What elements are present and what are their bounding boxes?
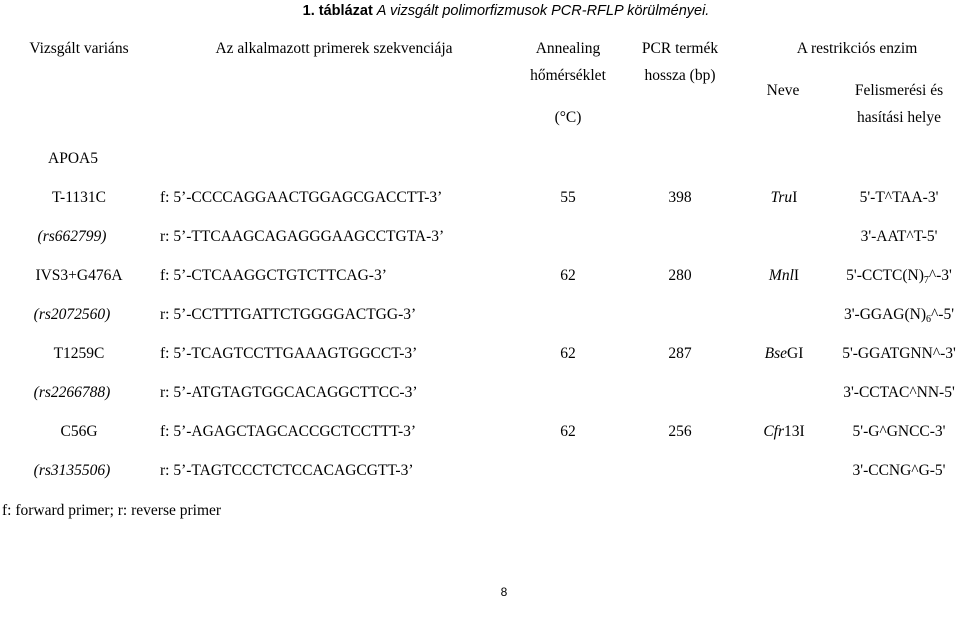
cut-site-reverse: 3'-CCNG^G-5': [852, 462, 946, 479]
header-pcr-product-line2: hossza (bp): [644, 67, 716, 84]
cut-site-reverse: 3'-CCTAC^NN-5': [843, 384, 955, 401]
reverse-primer: r: 5’-TAGTCCCTCTCCACAGCGTT-3’: [160, 462, 414, 479]
forward-primer: f: 5’-AGAGCTAGCACCGCTCCTTT-3’: [160, 423, 417, 440]
variant-rs-id-text: (rs2266788): [33, 384, 111, 401]
annealing-temp: 62: [560, 423, 576, 440]
enzyme-name-italic: Bse: [764, 345, 788, 362]
cut-site-text-end: ^-3': [928, 267, 952, 284]
header-annealing-line2: hőmérséklet: [530, 67, 606, 84]
variant-name: T-1131C: [52, 189, 106, 206]
variant-rs-id: [34, 385, 111, 401]
enzyme-name-suffix: 13I: [784, 423, 805, 440]
cut-site-reverse: [844, 307, 954, 323]
enzyme-name: [765, 346, 804, 362]
reverse-primer: r: 5’-TTCAAGCAGAGGGAAGCCTGTA-3’: [160, 228, 445, 245]
table-caption: [303, 4, 710, 19]
enzyme-name-suffix: I: [793, 267, 800, 284]
annealing-temp: 55: [560, 189, 576, 206]
forward-primer: f: 5’-CCCCAGGAACTGGAGCGACCTT-3’: [160, 189, 443, 206]
enzyme-name: [763, 424, 804, 440]
reverse-primer: r: 5’-ATGTAGTGGCACAGGCTTCC-3’: [160, 384, 418, 401]
enzyme-name-suffix: GI: [787, 345, 804, 362]
variant-name: T1259C: [53, 345, 105, 362]
page-number: 8: [500, 585, 508, 599]
variant-rs-id: [34, 307, 111, 323]
header-site: Felismerési és: [854, 82, 944, 99]
cut-site-forward: 5'-GGATGNN^-3': [842, 345, 956, 362]
cut-site-subscript: 6: [926, 314, 932, 325]
cut-site-text: 3'-GGAG(N): [844, 306, 927, 323]
variant-rs-id: [38, 229, 107, 245]
cut-site-text-end: ^-5': [931, 306, 954, 323]
gene-label: APOA5: [48, 150, 98, 167]
variant-name: C56G: [60, 423, 98, 440]
annealing-temp: 62: [560, 345, 576, 362]
cut-site-subscript: 7: [923, 275, 929, 286]
forward-primer: f: 5’-TCAGTCCTTGAAAGTGGCCT-3’: [160, 345, 418, 362]
variant-rs-id-text: (rs662799): [37, 228, 107, 245]
footnote: f: forward primer; r: reverse primer: [2, 502, 222, 519]
header-site-line2: hasítási helye: [857, 109, 941, 126]
forward-primer: f: 5’-CTCAAGGCTGTCTTCAG-3’: [160, 267, 387, 284]
header-pcr-product: PCR termék: [641, 40, 719, 57]
enzyme-name: [769, 268, 799, 284]
cut-site-reverse: 3'-AAT^T-5': [860, 228, 938, 245]
enzyme-name-italic: Cfr: [763, 423, 785, 440]
header-annealing-unit: (°C): [554, 109, 582, 126]
reverse-primer: r: 5’-CCTTTGATTCTGGGGACTGG-3’: [160, 306, 417, 323]
table-caption-text: A vizsgált polimorfizmusok PCR-RFLP körülményei.: [376, 3, 710, 19]
cut-site-forward: 5'-T^TAA-3': [859, 189, 939, 206]
cut-site-forward: [846, 268, 952, 284]
header-enzyme-group: A restrikciós enzim: [796, 40, 918, 57]
variant-rs-id-text: (rs2072560): [33, 306, 111, 323]
header-primers: Az alkalmazott primerek szekvenciája: [215, 40, 453, 57]
variant-rs-id: [34, 463, 111, 479]
enzyme-name: [771, 190, 798, 206]
cut-site-text: 5'-CCTC(N): [846, 267, 924, 284]
enzyme-name-italic: Tru: [770, 189, 793, 206]
cut-site-forward: 5'-G^GNCC-3': [852, 423, 946, 440]
header-enzyme-name: Neve: [766, 82, 800, 99]
variant-name: IVS3+G476A: [35, 267, 123, 284]
enzyme-name-suffix: I: [792, 189, 798, 206]
header-variant: Vizsgált variáns: [29, 40, 129, 57]
table-caption-label: 1. táblázat: [302, 3, 373, 19]
enzyme-name-italic: Mnl: [768, 267, 794, 284]
header-annealing: Annealing: [535, 40, 601, 57]
pcr-product-size: 280: [668, 267, 692, 284]
pcr-product-size: 287: [668, 345, 692, 362]
pcr-product-size: 398: [668, 189, 692, 206]
pcr-product-size: 256: [668, 423, 692, 440]
annealing-temp: 62: [560, 267, 576, 284]
variant-rs-id-text: (rs3135506): [33, 462, 111, 479]
